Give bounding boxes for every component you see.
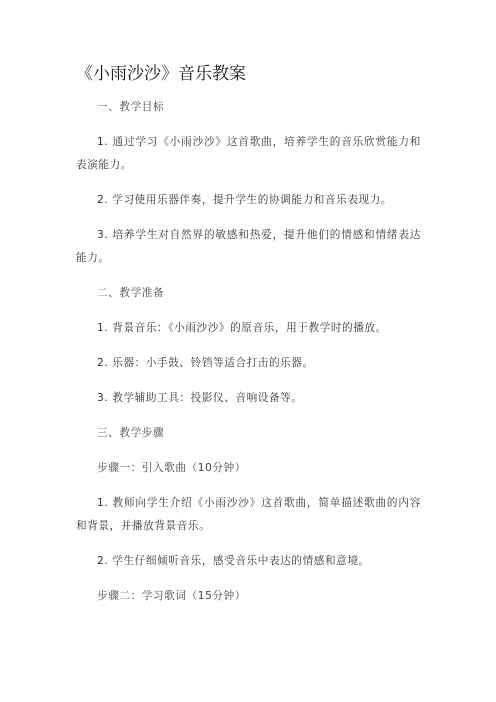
document-title: 《小雨沙沙》音乐教案: [76, 64, 246, 84]
preparation-item-3: 3. 教学辅助工具：投影仪、音响设备等。: [97, 392, 303, 404]
section-heading-preparation: 二、教学准备: [97, 287, 165, 299]
objective-item-2: 2. 学习使用乐器伴奏，提升学生的协调能力和音乐表现力。: [97, 194, 393, 206]
step1-item-2: 2. 学生仔细倾听音乐，感受音乐中表达的情感和意境。: [97, 555, 370, 567]
objective-item-3: 3. 培养学生对自然界的敏感和热爱，提升他们的情感和情绪表达能力。: [76, 229, 421, 264]
section-heading-objectives: 一、教学目标: [97, 101, 165, 113]
objective-item-1: 1. 通过学习《小雨沙沙》这首歌曲，培养学生的音乐欣赏能力和表演能力。: [76, 136, 421, 171]
section-heading-steps: 三、教学步骤: [97, 427, 165, 439]
document-body: [76, 96, 421, 620]
step-heading-1: 步骤一：引入歌曲（10分钟）: [97, 462, 247, 474]
preparation-item-1: 1. 背景音乐：《小雨沙沙》的原音乐，用于教学时的播放。: [97, 322, 387, 334]
step1-item-1: 1. 教师向学生介绍《小雨沙沙》这首歌曲，简单描述歌曲的内容和背景，并播放背景音乐。: [76, 497, 421, 532]
preparation-item-2: 2. 乐器：小手鼓、铃铛等适合打击的乐器。: [97, 357, 314, 369]
step-heading-2: 步骤二：学习歌词（15分钟）: [97, 590, 247, 602]
